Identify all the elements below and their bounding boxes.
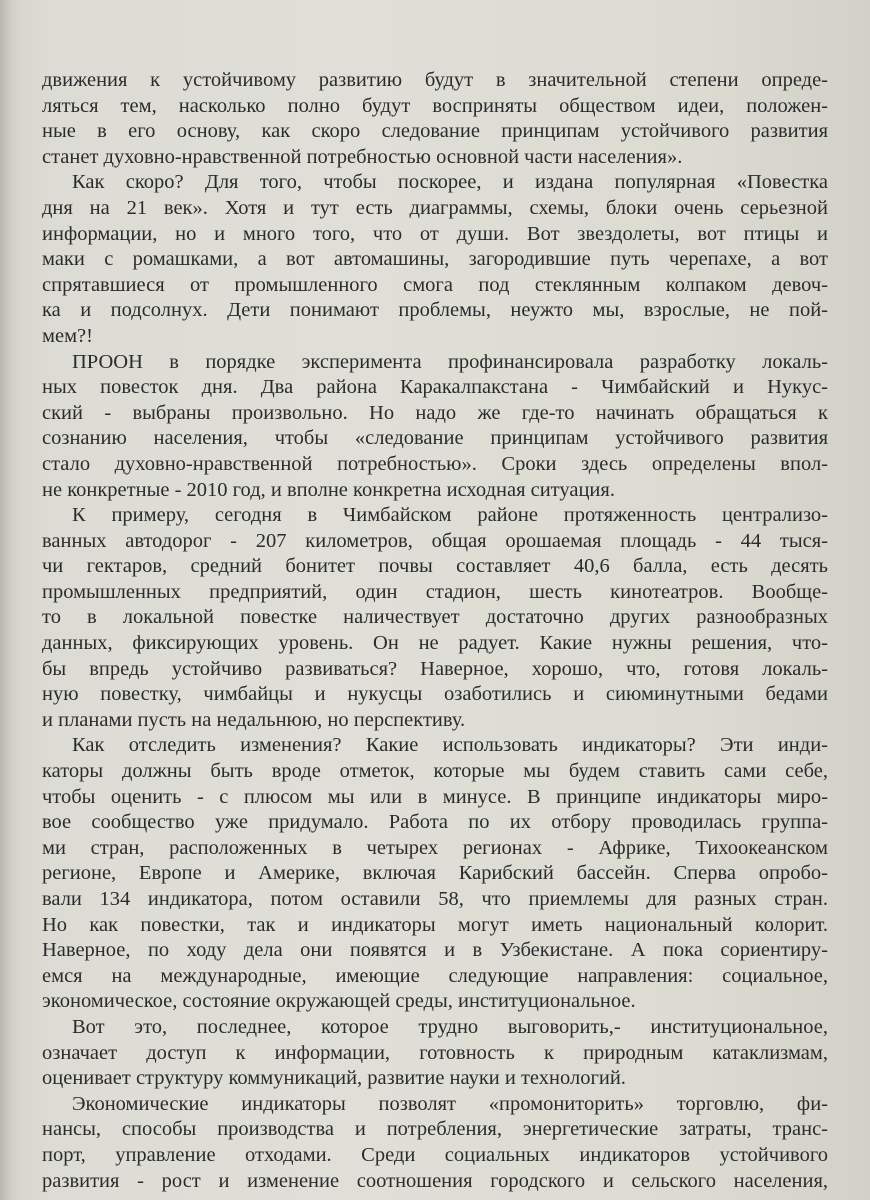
text-line: чтобы оценить - с плюсом мы или в минусе. В принципе индикаторы миро- [42, 785, 828, 808]
text-line: экономическое, состояние окружающей среды, институциональное. [42, 990, 636, 1013]
text-line: Как отследить изменения? Какие использовать индикаторы? Эти инди- [72, 734, 828, 757]
text-line: ные в его основу, как скоро следование принципам устойчивого развития [42, 120, 828, 143]
text-line: ка и подсолнух. Дети понимают проблемы, неужто мы, взрослые, не пой- [42, 299, 828, 322]
text-line: ляться тем, насколько полно будут восприняты обществом идеи, положен- [42, 94, 828, 117]
text-line: спрятавшиеся от промышленного смога под стеклянным колпаком девоч- [42, 273, 828, 296]
text-line: ми стран, расположенных в четырех регионах - Африке, Тихоокеанском [42, 836, 828, 859]
text-line: Экономические индикаторы позволят «промониторить» торговлю, фи- [72, 1092, 828, 1115]
text-line: промышленных предприятий, один стадион, шесть кинотеатров. Вообще- [42, 580, 828, 603]
text-line: маки с ромашками, а вот автомашины, загородившие путь черепахе, а вот [42, 248, 828, 271]
text-line: Наверное, по ходу дела они появятся и в Узбекистане. А пока сориентиру- [42, 939, 828, 962]
text-line: означает доступ к информации, готовность к природным катаклизмам, [42, 1041, 828, 1064]
text-line: ную повестку, чимбайцы и нукусцы озаботились и сиюминутными бедами [42, 683, 828, 706]
text-line: вое сообщество уже придумало. Работа по их отбору проводилась группа- [42, 811, 828, 834]
text-line: Но как повестки, так и индикаторы могут иметь национальный колорит. [42, 913, 828, 936]
text-line: каторы должны быть вроде отметок, которые мы будем ставить сами себе, [42, 760, 828, 783]
text-line: и планами пусть на недальнюю, но перспективу. [42, 708, 466, 731]
text-line: сознанию населения, чтобы «следование принципам устойчивого развития [42, 427, 828, 450]
text-line: мем?! [42, 324, 93, 347]
text-line: информации, но и много того, что от души. Вот звездолеты, вот птицы и [42, 222, 828, 245]
text-line: бы впредь устойчиво развиваться? Наверное, хорошо, что, готовя локаль- [42, 657, 828, 680]
text-line: развития - рост и изменение соотношения городского и сельского населения, [42, 1169, 828, 1192]
text-line: емся на международные, имеющие следующие направления: социальное, [42, 964, 828, 987]
text-line: то в локальной повестке наличествует достаточно других разнообразных [42, 606, 828, 629]
text-line: К примеру, сегодня в Чимбайском районе протяженность централизо- [72, 504, 828, 527]
text-line: ных повесток дня. Два района Каракалпакстана - Чимбайский и Нукус- [42, 376, 828, 399]
text-line: Вот это, последнее, которое трудно выговорить,- институциональное, [72, 1015, 828, 1038]
text-line: ПРООН в порядке эксперимента профинансировала разработку локаль- [72, 350, 828, 373]
text-line: порт, управление отходами. Среди социальных индикаторов устойчивого [42, 1143, 828, 1166]
page-binding-shadow [0, 0, 18, 1200]
body-text [42, 68, 828, 1194]
text-line: дня на 21 век». Хотя и тут есть диаграммы, схемы, блоки очень серьезной [42, 196, 828, 219]
text-line: ский - выбраны произвольно. Но надо же где-то начинать обращаться к [42, 401, 828, 424]
text-line: Как скоро? Для того, чтобы поскорее, и издана популярная «Повестка [72, 171, 828, 194]
text-line: чи гектаров, средний бонитет почвы составляет 40,6 балла, есть десять [42, 555, 828, 578]
text-line: нансы, способы производства и потребления, энергетические затраты, транс- [42, 1118, 828, 1141]
text-line: вали 134 индикатора, потом оставили 58, что приемлемы для разных стран. [42, 888, 828, 910]
text-line: регионе, Европе и Америке, включая Карибский бассейн. Сперва опробо- [42, 862, 828, 885]
text-line: оценивает структуру коммуникаций, развитие науки и технологий. [42, 1067, 626, 1090]
text-line: стало духовно-нравственной потребностью». Сроки здесь определены впол- [42, 452, 828, 475]
text-line: движения к устойчивому развитию будут в значительной степени опреде- [42, 69, 828, 91]
text-line: данных, фиксирующих уровень. Он не радует. Какие нужны решения, что- [42, 632, 828, 655]
text-line: станет духовно-нравственной потребностью основной части населения». [42, 145, 683, 168]
text-line: не конкретные - 2010 год, и вполне конкретна исходная ситуация. [42, 478, 615, 501]
text-line: ванных автодорог - 207 километров, общая орошаемая площадь - 44 тыся- [42, 529, 828, 552]
